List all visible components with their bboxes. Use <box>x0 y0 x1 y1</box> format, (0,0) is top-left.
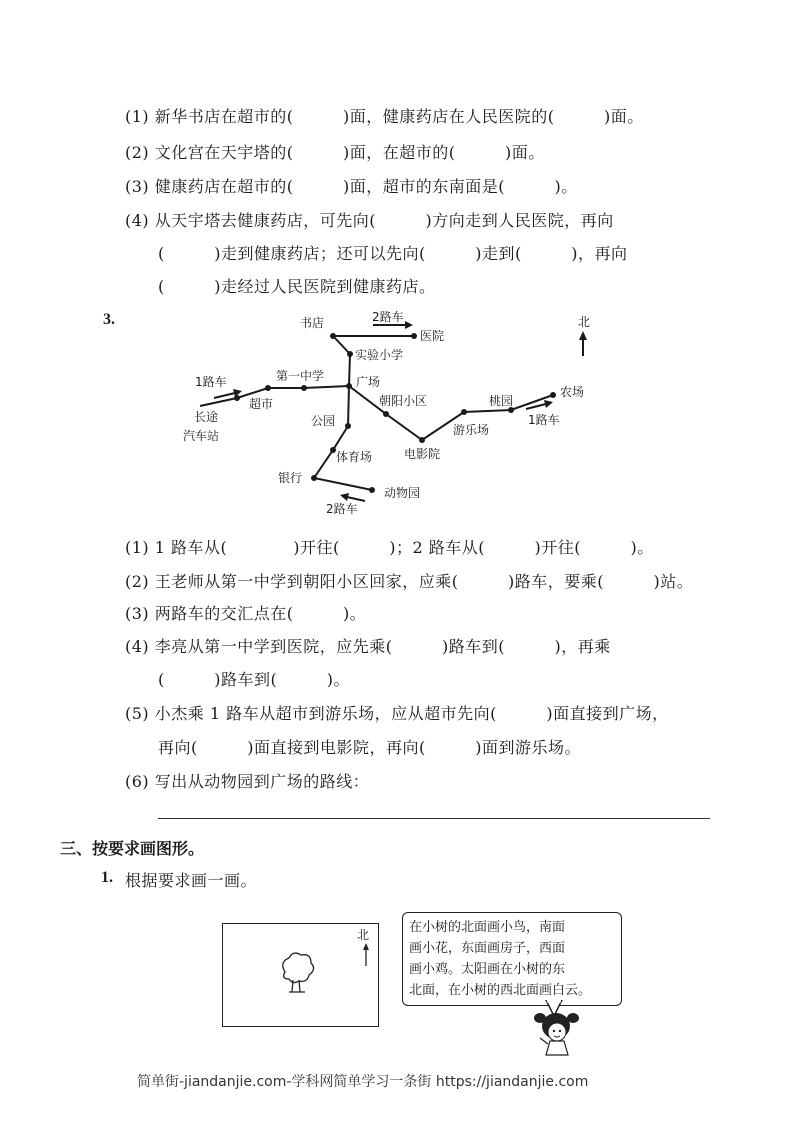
stop-hospital <box>411 333 417 339</box>
question-2-4-line1: (4) 从天宇塔去健康药店，可先向( )方向走到人民医院，再向 <box>125 211 614 230</box>
label-bank: 银行 <box>278 471 303 485</box>
bus2-bottom-arrowhead <box>340 493 349 501</box>
tree-crown <box>283 953 314 983</box>
label-park: 公园 <box>311 414 336 428</box>
bus1-right-arrow <box>526 404 546 409</box>
north-arrowhead-small <box>363 943 369 950</box>
bus1-right-arrowhead <box>544 400 553 408</box>
stop-cinema <box>419 437 425 443</box>
question-3-3: (3) 两路车的交汇点在( )。 <box>125 604 367 623</box>
question-2-1: (1) 新华书店在超市的( )面，健康药店在人民医院的( )面。 <box>125 107 644 126</box>
bus2-top-arrowhead <box>405 321 413 329</box>
question-2-4-line3: ( )走经过人民医院到健康药店。 <box>158 277 436 296</box>
label-long-distance-1: 长途 <box>194 410 219 424</box>
question-2-2: (2) 文化宫在天宇塔的( )面，在超市的( )面。 <box>125 143 545 162</box>
instruction-bubble: 在小树的北面画小鸟，南面 画小花，东面画房子，西面 画小鸡。太阳画在小树的东 北面，在小树的西北面画白云。 <box>402 912 622 1006</box>
label-bookstore: 书店 <box>300 316 325 330</box>
section-3-title: 三、按要求画图形。 <box>60 839 205 858</box>
label-cinema: 电影院 <box>404 447 441 461</box>
bus-route-map <box>0 300 793 530</box>
north-label-small: 北 <box>357 928 370 942</box>
label-zoo: 动物园 <box>384 486 421 500</box>
label-chaoyang: 朝阳小区 <box>379 394 428 408</box>
north-label: 北 <box>577 315 591 329</box>
question-2-4-line2: ( )走到健康药店；还可以先向( )走到( )，再向 <box>158 244 628 263</box>
label-first-middle-school: 第一中学 <box>276 369 325 383</box>
stop-amusement <box>461 409 467 415</box>
tree-drawing <box>223 924 378 1026</box>
stop-bank <box>311 475 317 481</box>
bus1-left-arrow <box>214 393 235 398</box>
stop-farm <box>550 392 556 398</box>
label-bus1-right: 1路车 <box>528 413 560 427</box>
label-bus2-bottom: 2路车 <box>326 502 358 516</box>
footer-watermark: 简单街-jiandanjie.com-学科网简单学习一条街 https://jiandanjie.com <box>137 1074 589 1090</box>
question-3-4-line2: ( )路车到( )。 <box>158 670 350 689</box>
stop-park <box>345 423 351 429</box>
label-hospital: 医院 <box>420 329 445 343</box>
label-farm: 农场 <box>560 385 585 399</box>
label-bus1-left: 1路车 <box>195 375 227 389</box>
label-supermarket: 超市 <box>249 397 274 411</box>
stop-zoo <box>369 487 375 493</box>
label-square: 广场 <box>356 375 381 389</box>
question-3-6: (6) 写出从动物园到广场的路线： <box>125 772 370 791</box>
stop-supermarket <box>265 385 271 391</box>
label-stadium: 体育场 <box>336 450 373 464</box>
question-3-2: (2) 王老师从第一中学到朝阳小区回家，应乘( )路车，要乘( )站。 <box>125 572 694 591</box>
question-3-1: (1) 1 路车从( )开往( )；2 路车从( )开往( )。 <box>125 538 654 557</box>
route-bookstore-school <box>333 336 350 354</box>
label-taoyuan: 桃园 <box>489 394 514 408</box>
label-amusement: 游乐场 <box>453 423 490 437</box>
answer-line[interactable] <box>158 818 710 819</box>
problem-number: 3. <box>103 311 115 328</box>
north-arrowhead <box>579 331 587 340</box>
stop-first-middle-school <box>301 385 307 391</box>
drawing-area[interactable] <box>222 923 379 1027</box>
question-3-5-line1: (5) 小杰乘 1 路车从超市到游乐场，应从超市先向( )面直接到广场， <box>125 704 669 723</box>
question-3-4-line1: (4) 李亮从第一中学到医院，应先乘( )路车到( )，再乘 <box>125 637 611 656</box>
label-bus2-top: 2路车 <box>372 310 404 324</box>
stop-chaoyang <box>383 411 389 417</box>
bus2-bottom-arrow <box>347 497 365 501</box>
question-2-3: (3) 健康药店在超市的( )面，超市的东南面是( )。 <box>125 177 578 196</box>
label-experimental-school: 实验小学 <box>355 348 404 362</box>
route-school-square <box>349 354 350 386</box>
label-long-distance-2: 汽车站 <box>183 429 220 443</box>
cartoon-girl-icon <box>532 1008 582 1068</box>
question-3-5-line2: 再向( )面直接到电影院，再向( )面到游乐场。 <box>158 738 581 757</box>
item-text: 根据要求画一画。 <box>125 871 258 890</box>
route2-south <box>314 386 372 490</box>
item-number: 1. <box>101 869 113 886</box>
